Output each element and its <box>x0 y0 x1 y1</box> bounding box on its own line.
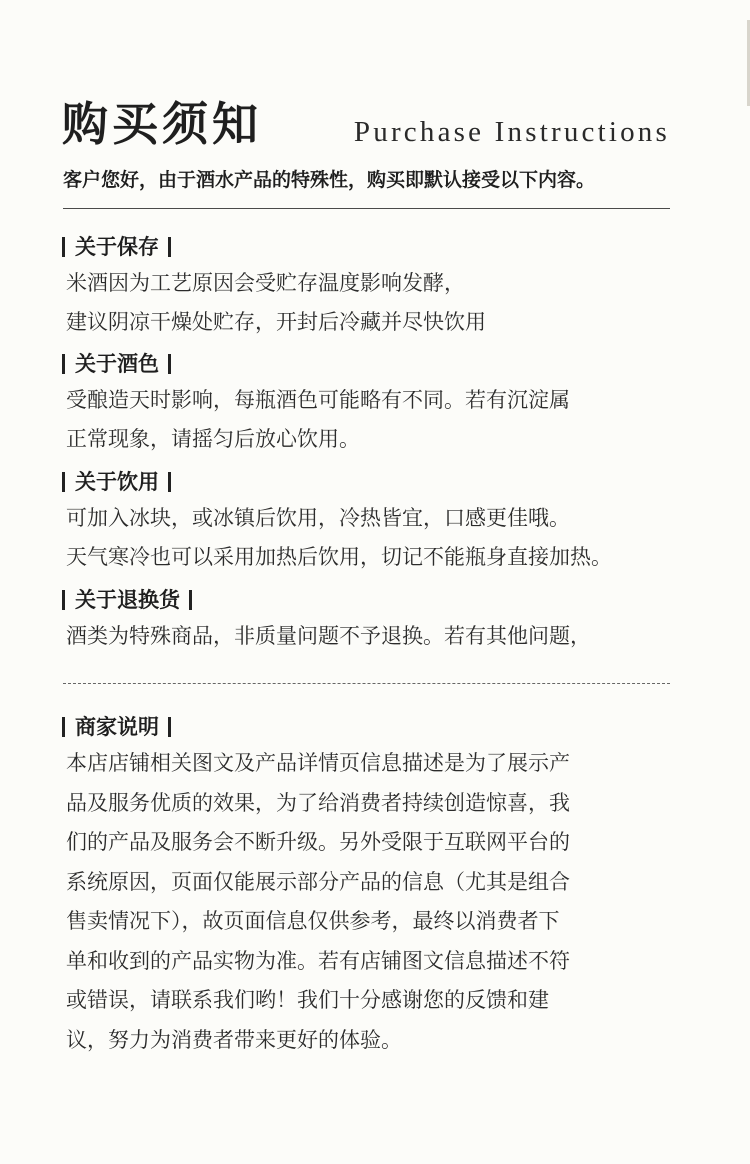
merchant-line: 们的产品及服务会不断升级。另外受限于互联网平台的 <box>66 830 570 854</box>
page-title-english: Purchase Instructions <box>353 116 670 148</box>
section-title: 关于保存 <box>75 235 159 259</box>
merchant-line: 本店店铺相关图文及产品详情页信息描述是为了展示产 <box>66 751 570 775</box>
heading-bar-right <box>189 590 192 610</box>
section-divider <box>63 683 670 684</box>
section-storage <box>62 230 702 342</box>
section-line: 米酒因为工艺原因会受贮存温度影响发酵， <box>66 271 465 295</box>
heading-bar-left <box>62 472 65 492</box>
merchant-line: 或错误，请联系我们哟！我们十分感谢您的反馈和建 <box>66 988 549 1012</box>
heading-bar-left <box>62 717 65 737</box>
section-heading <box>62 230 702 264</box>
page-title: 购买须知 <box>62 97 262 151</box>
section-drinking <box>62 465 702 577</box>
heading-bar-left <box>62 354 65 374</box>
section-line: 天气寒冷也可以采用加热后饮用，切记不能瓶身直接加热。 <box>66 545 612 569</box>
section-line: 可加入冰块，或冰镇后饮用，冷热皆宜，口感更佳哦。 <box>66 506 570 530</box>
heading-bar-left <box>62 237 65 257</box>
heading-bar-left <box>62 590 65 610</box>
heading-bar-right <box>168 717 171 737</box>
merchant-line: 售卖情况下），故页面信息仅供参考，最终以消费者下 <box>66 909 560 933</box>
merchant-line: 单和收到的产品实物为准。若有店铺图文信息描述不符 <box>66 948 570 973</box>
heading-bar-right <box>168 354 171 374</box>
heading-bar-right <box>168 472 171 492</box>
section-line: 正常现象，请摇匀后放心饮用。 <box>66 427 360 451</box>
merchant-line: 系统原因，页面仅能展示部分产品的信息（尤其是组合 <box>66 869 570 894</box>
section-heading <box>62 465 702 499</box>
section-heading <box>62 710 702 744</box>
merchant-line: 议，努力为消费者带来更好的体验。 <box>66 1027 402 1052</box>
header <box>62 96 674 152</box>
section-title: 关于饮用 <box>75 470 159 494</box>
section-title: 关于退换货 <box>75 588 180 612</box>
header-divider <box>63 208 670 209</box>
section-returns <box>62 583 702 656</box>
page-subtitle: 客户您好，由于酒水产品的特殊性，购买即默认接受以下内容。 <box>63 169 596 191</box>
section-line: 酒类为特殊商品，非质量问题不予退换。若有其他问题， <box>66 624 591 648</box>
section-color <box>62 347 702 459</box>
section-line: 建议阴凉干燥处贮存，开封后冷藏并尽快饮用 <box>66 310 486 334</box>
heading-bar-right <box>168 237 171 257</box>
section-title: 关于酒色 <box>75 352 159 376</box>
section-heading <box>62 347 702 381</box>
section-title: 商家说明 <box>75 715 159 739</box>
section-heading <box>62 583 702 617</box>
merchant-line: 品及服务优质的效果，为了给消费者持续创造惊喜，我 <box>66 790 570 815</box>
section-line: 受酿造天时影响，每瓶酒色可能略有不同。若有沉淀属 <box>66 388 570 412</box>
section-merchant-statement <box>62 710 702 1060</box>
